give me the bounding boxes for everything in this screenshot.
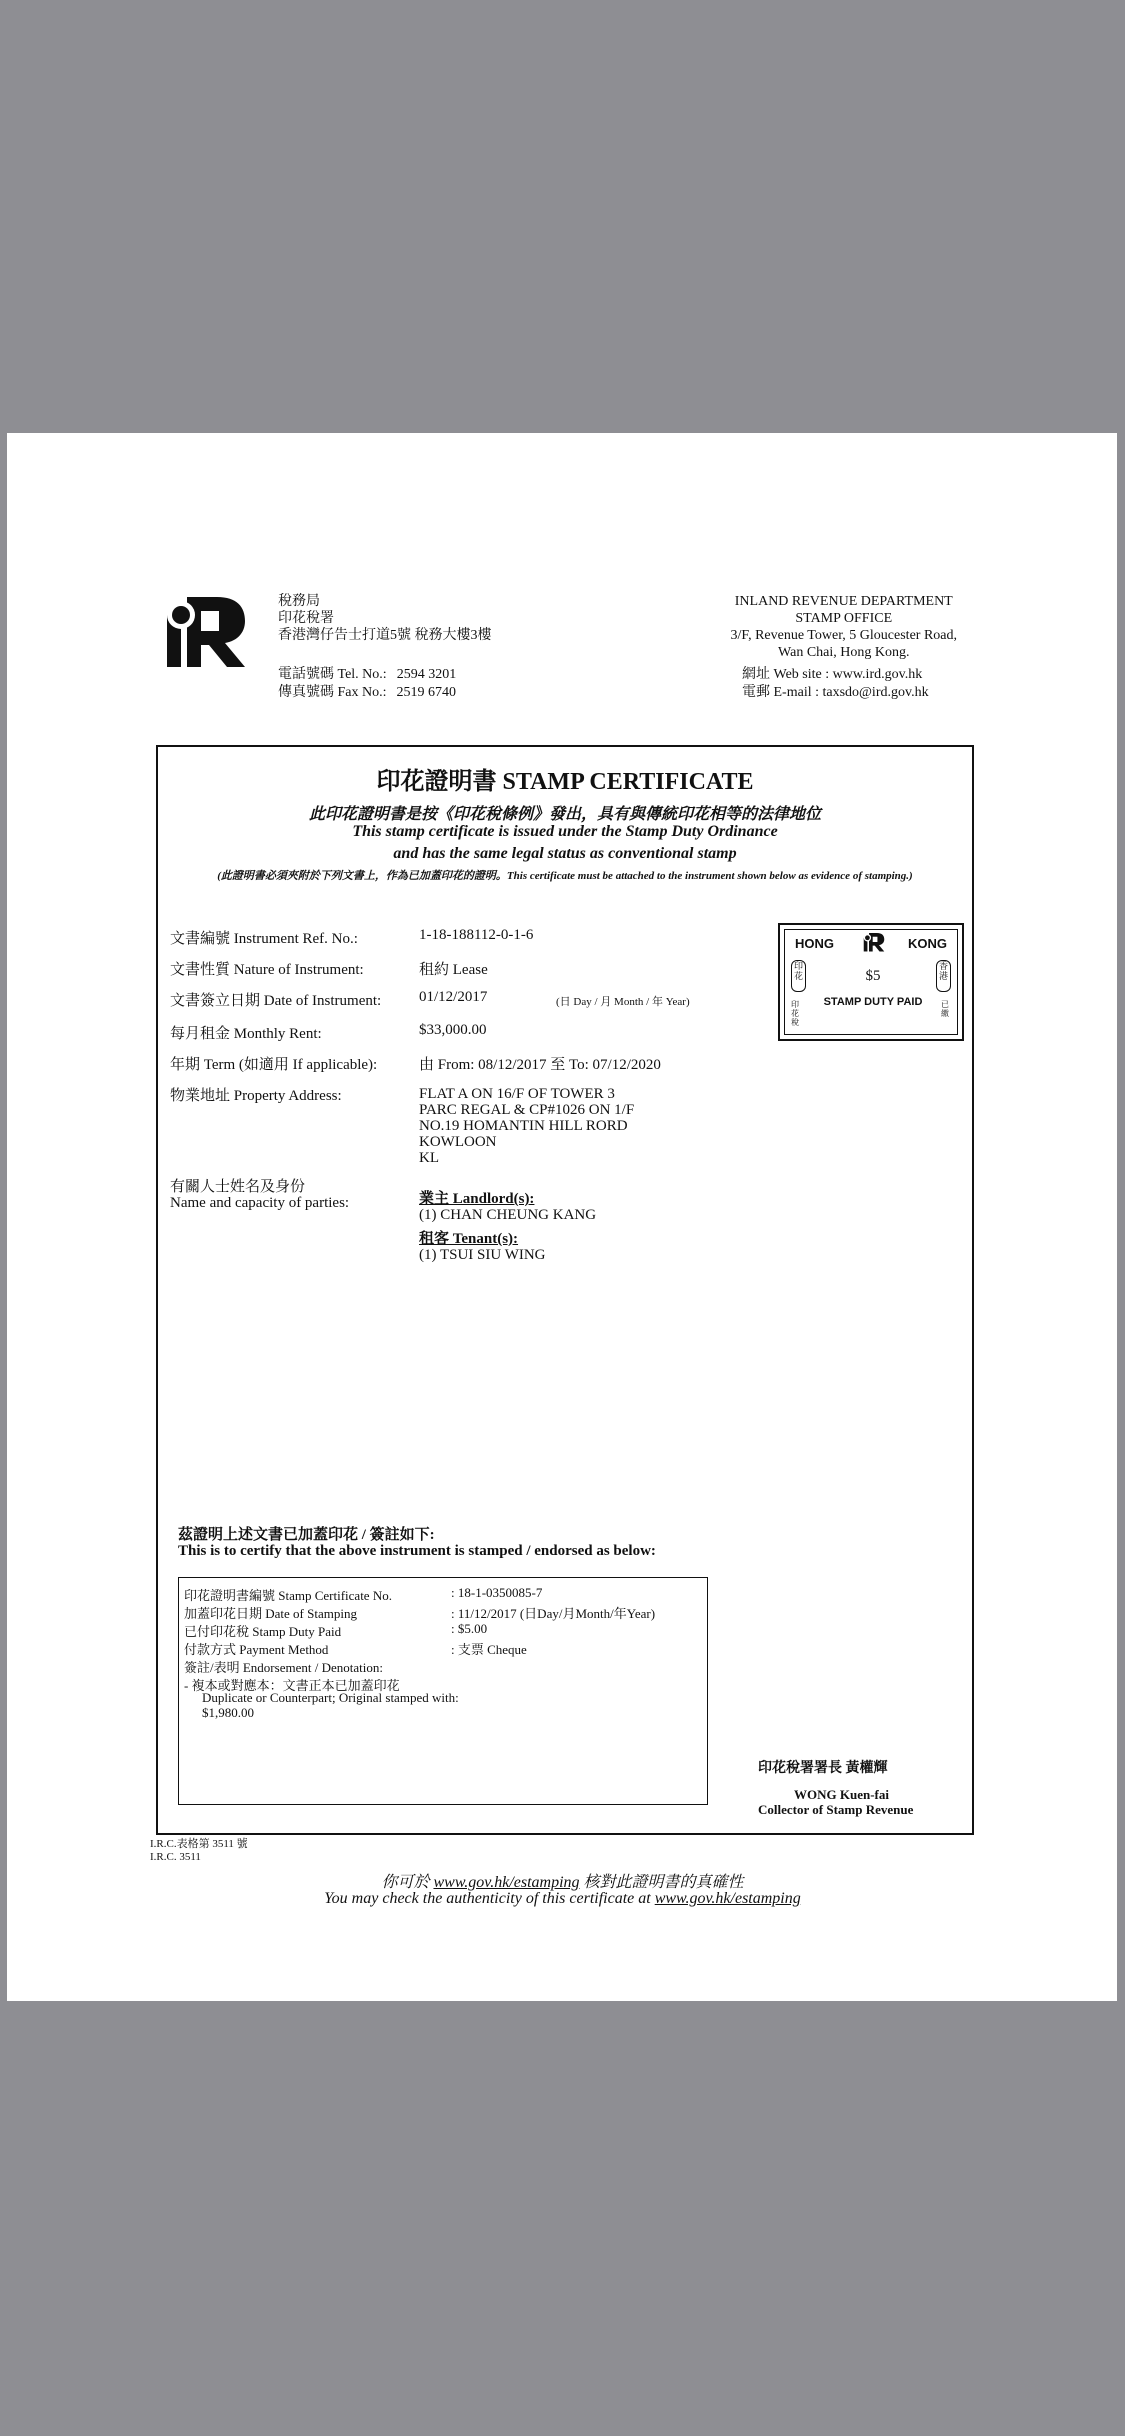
landlord-name: (1) CHAN CHEUNG KANG [419, 1207, 597, 1223]
header-web-contact [742, 666, 929, 702]
nature-label: 文書性質 Nature of Instrument: [170, 962, 364, 978]
duty-paid-label: 已付印花稅 Stamp Duty Paid [184, 1624, 342, 1639]
document-page [7, 433, 1117, 2001]
address-label: 物業地址 Property Address: [170, 1088, 342, 1104]
seal-tag-bottom-right: 已繳 [941, 1000, 949, 1018]
duty-paid-value: : $5.00 [451, 1621, 488, 1636]
seal-ir-logo-icon [863, 932, 885, 952]
stamping-date-label: 加蓋印花日期 Date of Stamping [184, 1606, 357, 1621]
subtitle-en-1: This stamp certificate is issued under the Stamp Duty Ordinance [352, 823, 778, 840]
cert-no-value: : 18-1-0350085-7 [451, 1585, 543, 1600]
seal-tag-left: 印花 [791, 960, 806, 992]
form-number-zh: I.R.C.表格第 3511 號 [150, 1838, 248, 1850]
landlord-heading: 業主 Landlord(s): [419, 1191, 535, 1207]
authenticity-note-en [0, 1890, 1125, 1908]
header-contact [278, 666, 456, 702]
seal-amount: $5 [865, 968, 881, 984]
website-text: 網址 Web site : www.ird.gov.hk [742, 667, 923, 682]
endorsement-line-1: - 複本或對應本：文書正本已加蓋印花 [184, 1678, 400, 1693]
header-left-address [278, 593, 492, 644]
seal-kong: KONG [908, 936, 947, 951]
date-value: 01/12/2017 [419, 989, 488, 1005]
auth-zh-pre: 你可於 [381, 1874, 430, 1891]
auth-en-pre: You may check the authenticity of this certificate at [324, 1890, 651, 1907]
tel-value: 2594 3201 [396, 667, 457, 682]
fax-label: 傳真號碼 Fax No.: [278, 685, 387, 700]
form-number-en: I.R.C. 3511 [150, 1851, 201, 1863]
ird-logo-icon [165, 593, 247, 669]
header-address-en-1: 3/F, Revenue Tower, 5 Gloucester Road, [730, 628, 957, 643]
term-label: 年期 Term (如適用 If applicable): [170, 1057, 378, 1073]
certificate-frame [156, 745, 974, 1835]
certificate-title: 印花證明書 STAMP CERTIFICATE [376, 769, 754, 795]
address-line: PARC REGAL & CP#1026 ON 1/F [419, 1102, 635, 1118]
endorsement-label: 簽註/表明 Endorsement / Denotation: [184, 1660, 383, 1675]
date-hint: (日 Day / 月 Month / 年 Year) [556, 996, 690, 1008]
address-line: NO.19 HOMANTIN HILL RORD [419, 1118, 628, 1134]
header-address-en-2: Wan Chai, Hong Kong. [778, 645, 910, 660]
tel-label: 電話號碼 Tel. No.: [278, 667, 387, 682]
endorsement-line-3: $1,980.00 [202, 1705, 254, 1720]
signer-zh: 印花稅署署長 黃權輝 [758, 1761, 888, 1776]
auth-zh-link[interactable]: www.gov.hk/estamping [433, 1874, 580, 1891]
cert-no-label: 印花證明書編號 Stamp Certificate No. [184, 1588, 392, 1603]
property-address [419, 1086, 634, 1166]
rent-value: $33,000.00 [419, 1022, 487, 1038]
stamping-date-value: : 11/12/2017 (日Day/月Month/年Year) [451, 1606, 656, 1621]
nature-value: 租約 Lease [419, 962, 488, 978]
subtitle-en-2: and has the same legal status as conventional stamp [393, 845, 737, 862]
form-number [150, 1838, 248, 1864]
stamp-duty-seal [778, 923, 964, 1041]
header-office-en: STAMP OFFICE [795, 611, 893, 626]
parties-label-zh: 有關人士姓名及身份 [170, 1179, 306, 1195]
certify-en: This is to certify that the above instrument is stamped / endorsed as below: [178, 1543, 656, 1559]
header-right-address [731, 593, 957, 661]
seal-tag-right: 香港 [936, 960, 951, 992]
address-line: KOWLOON [419, 1134, 497, 1150]
signer-name: WONG Kuen-fai [794, 1787, 889, 1802]
ref-value: 1-18-188112-0-1-6 [419, 927, 534, 943]
subtitle-zh: 此印花證明書是按《印花稅條例》發出，具有與傳統印花相等的法律地位 [308, 806, 821, 823]
seal-hong: HONG [795, 936, 834, 951]
authenticity-note-zh [0, 1869, 1125, 1892]
fax-value: 2519 6740 [396, 685, 456, 700]
seal-tag-bottom-left: 印花稅 [791, 1000, 799, 1027]
tenant-name: (1) TSUI SIU WING [419, 1247, 546, 1263]
attach-note: (此證明書必須夾附於下列文書上，作為已加蓋印花的證明。This certificate must be attached to the instrument shown below as evidence of stamping.) [217, 870, 913, 882]
auth-zh-post: 核對此證明書的真確性 [583, 1874, 744, 1891]
header-address-zh: 香港灣仔告士打道5號 稅務大樓3樓 [278, 628, 492, 643]
header-dept-en: INLAND REVENUE DEPARTMENT [734, 594, 953, 609]
payment-method-value: : 支票 Cheque [451, 1642, 527, 1657]
certify-zh: 茲證明上述文書已加蓋印花 / 簽註如下: [178, 1527, 435, 1543]
address-line: FLAT A ON 16/F OF TOWER 3 [419, 1086, 615, 1102]
parties-label-en: Name and capacity of parties: [170, 1195, 350, 1211]
signer-title: Collector of Stamp Revenue [758, 1802, 914, 1817]
address-line: KL [419, 1150, 439, 1166]
header-dept-zh: 稅務局 [278, 594, 320, 609]
date-label: 文書簽立日期 Date of Instrument: [170, 993, 382, 1009]
rent-label: 每月租金 Monthly Rent: [170, 1026, 322, 1042]
tenant-heading: 租客 Tenant(s): [419, 1231, 519, 1247]
auth-en-link[interactable]: www.gov.hk/estamping [654, 1890, 801, 1907]
parties-label [170, 1179, 349, 1211]
header-office-zh: 印花稅署 [278, 611, 334, 626]
endorsement-line-2: Duplicate or Counterpart; Original stamped with: [202, 1690, 459, 1705]
payment-method-label: 付款方式 Payment Method [184, 1642, 329, 1657]
ref-label: 文書編號 Instrument Ref. No.: [170, 931, 358, 947]
term-value: 由 From: 08/12/2017 至 To: 07/12/2020 [419, 1057, 661, 1073]
seal-paid-text: STAMP DUTY PAID [823, 996, 923, 1008]
stamping-details-box [178, 1577, 708, 1805]
email-text: 電郵 E-mail : taxsdo@ird.gov.hk [742, 685, 929, 700]
